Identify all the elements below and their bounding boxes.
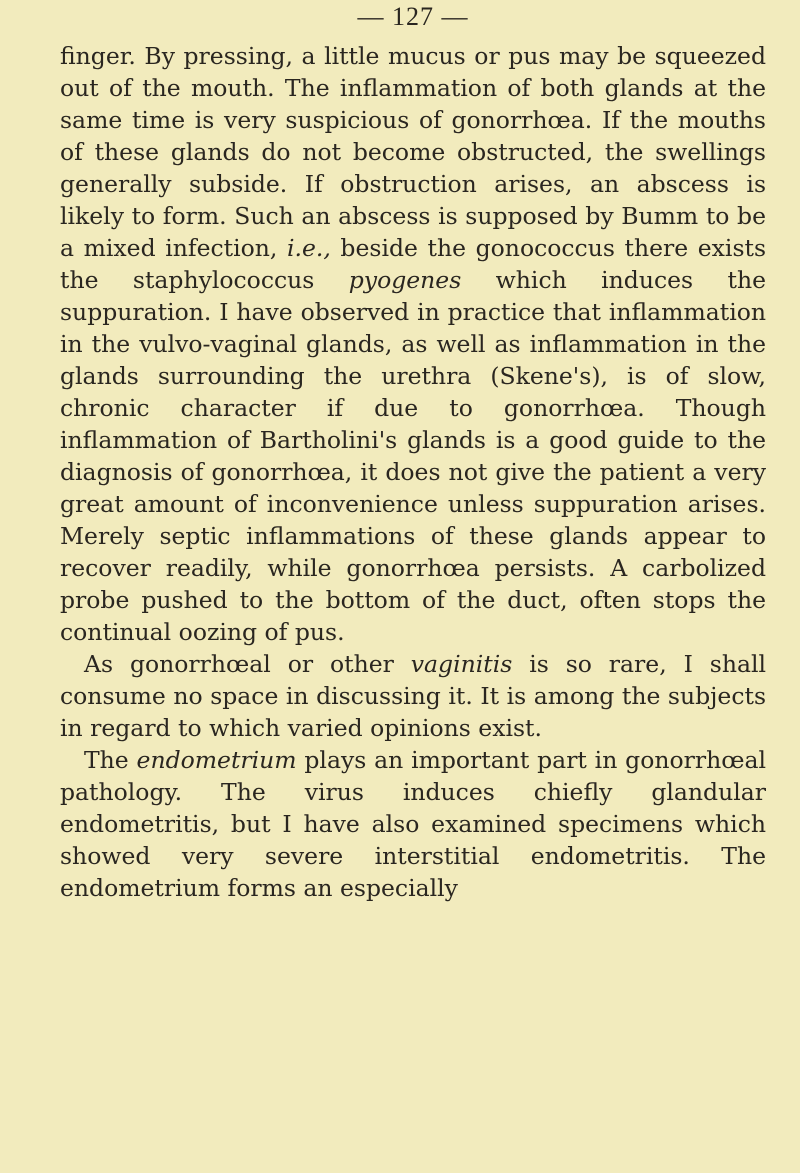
text-run: The [84, 746, 137, 774]
italic-term-pyogenes: pyogenes [348, 266, 462, 294]
text-run: As gonorrhœal or other [84, 650, 411, 678]
text-run: finger. By pressing, a little mucus or pus may be squeezed out of the mouth. The inflammation of both glands at the same time is very suspicious of gonorrhœa. If the mouths of these glands do not become obstructed, the swellings generally subside. If obstruction arises, an abscess is likely to form. Such an abscess is supposed by Bumm to be a mixed infection, [60, 42, 766, 262]
paragraph-3 [60, 744, 766, 904]
text-run: is so rare, I shall consume no space in discussing it. It is among the subjects in regard to which varied opinions exist. [60, 650, 767, 742]
text-run: plays an important part in gonorrhœal pathology. The virus induces chiefly glandular endometritis, but I have also examined specimens which showed very severe interstitial endometritis. The endometrium forms an especially [60, 746, 766, 902]
text-run: which induces the suppuration. I have observed in practice that inflammation in the vulvo-vaginal glands, as well as inflammation in the glands surrounding the urethra (Skene's), is of slow, chronic character if due to gonorrhœa. Though inflammation of Bartholini's glands is a good guide to the diagnosis of gonorrhœa, it does not give the patient a very great amount of inconvenience unless suppuration arises. Merely septic inflammations of these glands appear to recover readily, while gonorrhœa persists. A carbolized probe pushed to the bottom of the duct, often stops the continual oozing of pus. [60, 266, 766, 646]
text-run: beside the gonococcus there exists the staphylococcus [60, 234, 767, 294]
paragraph-1 [60, 40, 766, 648]
italic-term-endometrium: endometrium [136, 746, 297, 774]
italic-term-vaginitis: vaginitis [410, 650, 513, 678]
italic-term-ie: i.e., [286, 234, 331, 262]
page-number: — 127 — [357, 2, 469, 31]
body-text [60, 40, 766, 904]
paragraph-2 [60, 648, 766, 744]
